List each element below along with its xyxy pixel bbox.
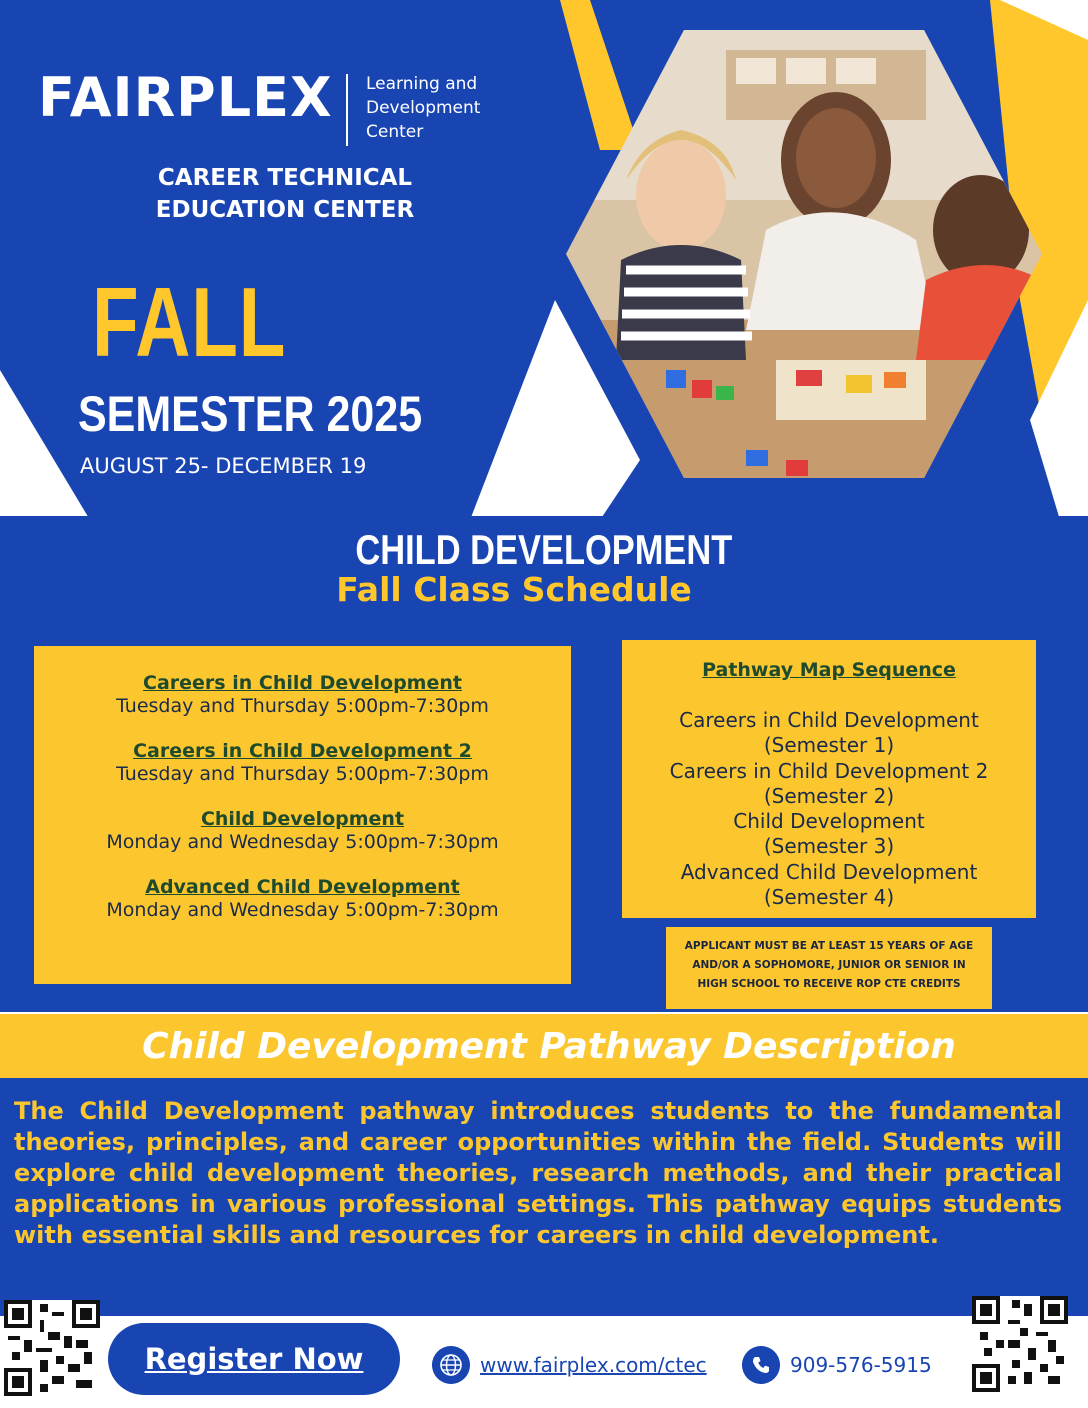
schedule-item bbox=[34, 808, 571, 854]
center-name bbox=[110, 162, 460, 226]
course-name: Advanced Child Development bbox=[145, 876, 460, 898]
eligibility-line: AND/OR A SOPHOMORE, JUNIOR OR SENIOR IN bbox=[692, 959, 966, 971]
eligibility-text bbox=[672, 937, 986, 994]
schedule-item bbox=[34, 876, 571, 922]
eligibility-line: HIGH SCHOOL TO RECEIVE ROP CTE CREDITS bbox=[697, 978, 961, 990]
logo-divider bbox=[346, 74, 348, 146]
course-time: Tuesday and Thursday 5:00pm-7:30pm bbox=[116, 695, 489, 717]
pathway-heading: Pathway Map Sequence bbox=[702, 659, 956, 681]
logo-subtitle bbox=[366, 72, 536, 144]
course-name: Careers in Child Development 2 bbox=[133, 740, 472, 762]
schedule-item bbox=[34, 672, 571, 718]
pathway-map-box bbox=[622, 640, 1036, 918]
eligibility-line: APPLICANT MUST BE AT LEAST 15 YEARS OF AGE bbox=[684, 940, 974, 952]
pathway-list bbox=[622, 708, 1036, 910]
semester-dates: AUGUST 25- DECEMBER 19 bbox=[80, 454, 367, 478]
center-name-line: CAREER TECHNICAL bbox=[157, 165, 413, 191]
phone-number[interactable]: 909-576-5915 bbox=[790, 1353, 932, 1377]
pathway-line: Child Development bbox=[733, 809, 925, 834]
course-time: Monday and Wednesday 5:00pm-7:30pm bbox=[106, 899, 499, 921]
pathway-line: (Semester 4) bbox=[763, 885, 895, 910]
schedule-item bbox=[34, 740, 571, 786]
logo-subtitle-line: Center bbox=[366, 122, 424, 142]
semester-heading: SEMESTER 2025 bbox=[78, 386, 423, 442]
class-schedule-box bbox=[34, 646, 571, 984]
qr-code-right[interactable] bbox=[972, 1296, 1068, 1392]
logo-subtitle-line: Development bbox=[366, 98, 481, 118]
globe-icon bbox=[432, 1346, 470, 1384]
pathway-line: Careers in Child Development 2 bbox=[669, 758, 989, 783]
hero-photo bbox=[566, 30, 1042, 478]
qr-code-left[interactable] bbox=[4, 1300, 100, 1396]
program-title-text: CHILD DEVELOPMENT bbox=[355, 526, 733, 573]
course-name: Child Development bbox=[200, 808, 405, 830]
website-link[interactable]: www.fairplex.com/ctec bbox=[480, 1353, 707, 1377]
logo-subtitle-line: Learning and bbox=[366, 74, 478, 94]
course-name: Careers in Child Development bbox=[143, 672, 462, 694]
description-title: Child Development Pathway Description bbox=[142, 1026, 956, 1067]
pathway-line: (Semester 1) bbox=[763, 733, 895, 758]
program-subtitle: Fall Class Schedule bbox=[336, 570, 692, 609]
pathway-line: (Semester 3) bbox=[763, 834, 895, 859]
fairplex-logo: FAIRPLEX bbox=[38, 66, 333, 129]
course-time: Monday and Wednesday 5:00pm-7:30pm bbox=[106, 831, 499, 853]
pathway-line: (Semester 2) bbox=[763, 783, 895, 808]
course-time: Tuesday and Thursday 5:00pm-7:30pm bbox=[116, 763, 489, 785]
eligibility-notice bbox=[666, 927, 992, 1009]
center-name-line: EDUCATION CENTER bbox=[155, 197, 415, 223]
phone-icon bbox=[742, 1346, 780, 1384]
season-heading: FALL bbox=[92, 267, 287, 377]
program-title bbox=[0, 526, 1088, 574]
pathway-line: Careers in Child Development bbox=[679, 708, 979, 732]
pathway-line: Advanced Child Development bbox=[680, 859, 978, 884]
description-text: The Child Development pathway introduces students to the fundamental theories, principles, and career opportunities within the field. Students will explore child development theories, research methods, and their practical applications in various professional settings. This pathway equips students with essential skills and resources for careers in child development. bbox=[14, 1097, 1062, 1249]
register-now-button[interactable]: Register Now bbox=[108, 1323, 400, 1395]
